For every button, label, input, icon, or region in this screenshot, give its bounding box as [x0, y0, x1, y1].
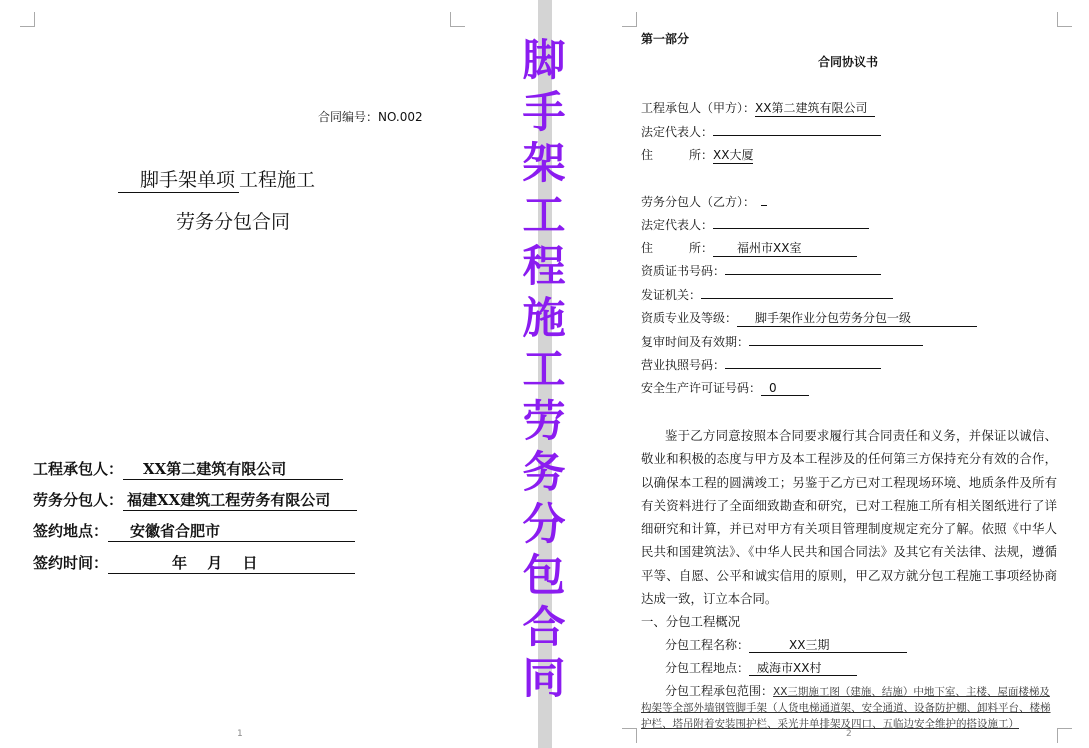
field-label: 安全生产许可证号码： — [641, 381, 762, 395]
page-number: 2 — [846, 729, 852, 739]
field-label: 劳务分包人： — [33, 491, 124, 509]
field-label: 资质专业及等级： — [641, 311, 738, 325]
crop-mark — [450, 12, 465, 27]
scope-value: XX三期施工图（建施、结施）中地下室、主楼、屋面楼梯及构架等全部外墙钢管脚手架（人货电梯通道架、安全通道、设备防护棚、卸料平台、楼梯护栏、塔吊附着安装围护栏、采光井单排架及四口、五临边安全维护的搭设施工） — [641, 686, 1051, 731]
scope-label: 分包工程承包范围： — [665, 684, 774, 699]
crop-mark — [622, 12, 637, 27]
field-label: 法定代表人： — [641, 218, 714, 232]
field-label: 工程承包人（甲方）： — [641, 101, 756, 115]
contract-number: 合同编号：NO.002 — [318, 110, 423, 124]
party-a-address — [641, 146, 753, 164]
preamble-paragraph: 鉴于乙方同意按照本合同要求履行其合同责任和义务，并保证以诚信、敬业和积极的态度与甲方及本工程涉及的任何第三方保持充分有效的合作，以确保本工程的圆满竣工；另鉴于乙方已对工程现场环境、地质条件及所有有关资料进行了全面细致勘查和研究，已对工程施工所有相关图纸进行了详细研究和计算，并已对甲方有关项目管理制度规定充分了解。依照《中华人民共和国建筑法》、《中华人民共和国合同法》及其它有关法律、法规，遵循平等、自愿、公平和诚实信用的原则，甲乙双方就分包工程施工事项经协商达成一致，订立本合同。 — [641, 428, 1057, 607]
section-heading-1: 一、分包工程概况 — [641, 614, 741, 630]
field-label: 营业执照号码： — [641, 358, 726, 372]
cover-title — [118, 165, 315, 193]
party-b-safety-permit — [641, 379, 809, 396]
page-number: 1 — [237, 729, 243, 739]
title-part1: 脚手架单项 — [118, 165, 239, 193]
project-name — [641, 634, 1057, 657]
field-label: 法定代表人： — [641, 125, 714, 139]
field-label: 住 所： — [641, 148, 714, 162]
sign-field-date — [33, 552, 355, 574]
party-b-review-date — [641, 333, 923, 350]
party-b-address — [641, 239, 857, 257]
agreement-title: 合同协议书 — [818, 55, 879, 69]
field-value: 威海市XX村 — [749, 661, 857, 676]
party-b-qualification — [641, 309, 977, 327]
section-heading: 第一部分 — [641, 32, 690, 46]
field-value: 0 — [761, 381, 809, 396]
field-value: 年 月 日 — [108, 552, 355, 574]
agreement-body — [641, 424, 1057, 732]
sign-field-contractor — [33, 458, 343, 480]
project-scope — [641, 684, 1057, 732]
field-label: 工程承包人： — [33, 460, 124, 478]
party-a-contractor — [641, 99, 875, 117]
field-value: XX三期 — [749, 638, 907, 653]
party-b-license — [641, 356, 881, 373]
party-b-legal-rep — [641, 216, 869, 233]
field-value: XX大厦 — [713, 148, 754, 162]
party-a-legal-rep — [641, 123, 881, 140]
field-label: 签约时间： — [33, 554, 109, 572]
crop-mark — [622, 728, 637, 743]
title-part2: 工程施工 — [239, 169, 316, 191]
field-label: 分包工程名称： — [665, 637, 750, 652]
field-value: 福建XX建筑工程劳务有限公司 — [123, 489, 357, 511]
party-b-cert-no — [641, 262, 881, 279]
crop-mark — [1057, 728, 1072, 743]
field-label: 复审时间及有效期： — [641, 335, 750, 349]
field-label: 劳务分包人（乙方）： — [641, 195, 756, 209]
sign-field-place — [33, 520, 355, 542]
field-value: 安徽省合肥市 — [108, 520, 355, 542]
field-label: 签约地点： — [33, 522, 109, 540]
field-label: 资质证书号码： — [641, 264, 726, 278]
crop-mark — [20, 12, 35, 27]
field-label: 分包工程地点： — [665, 660, 750, 675]
crop-mark — [1057, 12, 1072, 27]
vertical-title: 脚手架工程施工劳务分包合同 — [522, 36, 566, 704]
party-b-issuer — [641, 286, 893, 303]
sign-field-subcontractor — [33, 489, 357, 511]
field-label: 发证机关： — [641, 288, 702, 302]
project-site — [641, 657, 1057, 680]
field-value: 福州市XX室 — [713, 239, 857, 257]
field-value: XX第二建筑有限公司 — [123, 458, 343, 480]
party-b-subcontractor — [641, 193, 767, 210]
cover-subtitle: 劳务分包合同 — [176, 211, 291, 233]
field-label: 住 所： — [641, 241, 714, 255]
field-value: XX第二建筑有限公司 — [755, 99, 875, 117]
field-value: 脚手架作业分包劳务分包一级 — [737, 309, 977, 327]
